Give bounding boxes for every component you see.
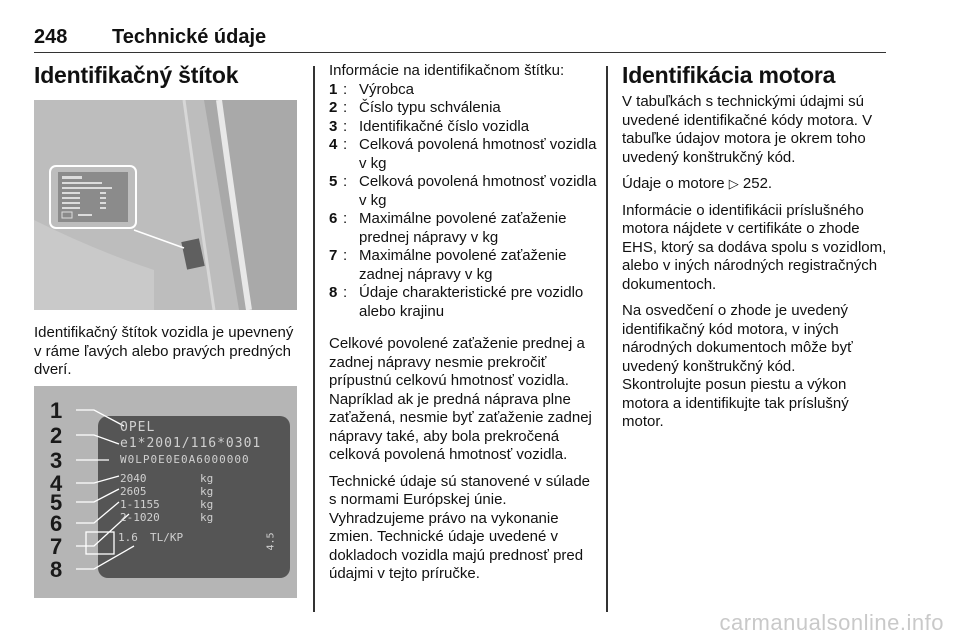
list-item: 6 : Maximálne povolené zaťaženie prednej nápravy v kg: [329, 210, 567, 246]
paragraph-piston: Skontrolujte posun piestu a výkon motora a identifikujte tak príslušný motor.: [622, 376, 849, 430]
plate-footer-left: 1.6: [118, 531, 138, 544]
paragraph-engine-identification: Informácie o identifikácii príslušného motora nájdete v certifikáte o zhode EHS, ktorý sa dodáva spolu s vozidlom, alebo v iných národných registračných dokumentoch.: [622, 201, 887, 293]
page-number: 248: [34, 26, 68, 48]
plate-diagram: [34, 386, 297, 598]
paragraph-engine-ref: [622, 175, 890, 194]
list-item: 8 : Údaje charakteristické pre vozidlo alebo krajinu: [329, 284, 584, 320]
column-left: [34, 62, 302, 89]
item-number: 7: [329, 247, 338, 264]
plate-brand: OPEL: [120, 420, 156, 435]
plate-weight-value: 1-1155: [120, 498, 160, 511]
page-ref-arrow-icon: ▷: [728, 176, 739, 191]
list-item: 2 : Číslo typu schválenia: [329, 99, 501, 116]
paragraph-engine-codes: V tabuľkách s technickými údajmi sú uvedené identifikačné kódy motora. V tabuľke údajov motora je okrem toho uvedený konštrukčný kód.: [622, 93, 873, 166]
plate-vin: W0LP0E0E0A6000000: [120, 453, 250, 466]
list-intro: Informácie na identifikačnom štítku:: [329, 62, 565, 79]
page-title: Technické údaje: [112, 26, 267, 48]
plate-weight-value: 2-1020: [120, 511, 160, 524]
item-number: 3: [329, 117, 338, 135]
door-frame-illustration: [34, 100, 297, 310]
item-number: 6: [329, 210, 338, 227]
plate-caption: [34, 324, 302, 380]
plate-weight-unit: kg: [200, 472, 214, 485]
column-right: [622, 62, 890, 432]
plate-footer-right: 4.5: [265, 532, 277, 551]
diagram-number: 1: [50, 398, 63, 423]
engine-ref-page[interactable]: 252.: [742, 175, 773, 192]
item-text: Číslo typu schválenia: [359, 99, 501, 116]
item-text: Identifikačné číslo vozidla: [359, 117, 530, 135]
plate-weight-unit: kg: [200, 511, 214, 524]
plate-approval: e1*2001/116*0301: [120, 436, 262, 451]
diagram-number: 3: [50, 448, 63, 473]
diagram-number: 2: [50, 423, 63, 448]
item-text: Výrobca: [359, 80, 415, 98]
item-number: 1: [329, 80, 338, 98]
diagram-number: 5: [50, 490, 63, 515]
plate-weight-unit: kg: [200, 485, 214, 498]
list-item: 4 : Celková povolená hmotnosť vozidla v kg: [329, 136, 597, 172]
diagram-number: 7: [50, 534, 63, 559]
diagram-number: 4: [50, 471, 63, 496]
diagram-number: 8: [50, 557, 63, 582]
column-divider: [606, 66, 608, 612]
item-number: 8: [329, 284, 338, 301]
item-text: Údaje charakteristické pre vozidlo alebo krajinu: [359, 284, 584, 320]
item-text: Celková povolená hmotnosť vozidla v kg: [359, 173, 597, 209]
section-heading-engine: Identifikácia motora: [622, 62, 836, 88]
paragraph-technical-data: Technické údaje sú stanovené v súlade s normami Európskej únie. Vyhradzujeme právo na vykonanie zmien. Technické údaje uvedené v dokladoch vozidla majú prednosť pred údajmi v tejto príručke.: [329, 472, 591, 582]
plate-footer-mid: TL/KP: [150, 531, 184, 544]
item-text: Maximálne povolené zaťaženie zadnej nápravy v kg: [359, 247, 567, 283]
item-number: 4: [329, 136, 338, 153]
plate-weights: [120, 472, 220, 524]
paragraph-axle-load: Celkové povolené zaťaženie prednej a zadnej nápravy nesmie prekročiť prípustnú celkovú hmotnosť vozidla. Napríklad ak je predná náprava plne zaťažená, nesmie byť zaťaženie zadnej nápravy také, aby bola prekročená celková povolená hmotnosť vozidla.: [329, 335, 592, 463]
diagram-number: 6: [50, 511, 63, 536]
plate-weight-unit: kg: [200, 498, 214, 511]
item-number: 5: [329, 173, 338, 190]
door-frame-photo: [34, 100, 297, 310]
list-item: 3 : Identifikačné číslo vozidla: [329, 117, 530, 135]
list-item: 1 : Výrobca: [329, 80, 415, 98]
watermark: carmanualsonline.info: [719, 610, 944, 635]
section-heading-label: Identifikačný štítok: [34, 62, 239, 88]
item-text: Celková povolená hmotnosť vozidla v kg: [359, 136, 597, 172]
column-middle: [329, 62, 597, 584]
plate-caption-text: Identifikačný štítok vozidla je upevnený v ráme ľavých alebo pravých predných dverí.: [34, 324, 294, 378]
plate-weight-value: 2605: [120, 485, 147, 498]
paragraph-certificate: Na osvedčení o zhode je uvedený identifikačný kód motora, v iných národných dokumentoch môže byť uvedený konštrukčný kód.: [622, 302, 853, 375]
list-item: 5 : Celková povolená hmotnosť vozidla v kg: [329, 173, 597, 209]
item-number: 2: [329, 99, 338, 116]
item-text: Maximálne povolené zaťaženie prednej nápravy v kg: [359, 210, 567, 246]
page-header: [34, 26, 886, 53]
engine-ref-text: Údaje o motore: [622, 175, 725, 192]
column-divider: [313, 66, 315, 612]
plate-text: [120, 420, 261, 468]
info-list: [329, 81, 597, 322]
list-item: 7 : Maximálne povolené zaťaženie zadnej nápravy v kg: [329, 247, 567, 283]
plate-weight-value: 2040: [120, 472, 147, 485]
